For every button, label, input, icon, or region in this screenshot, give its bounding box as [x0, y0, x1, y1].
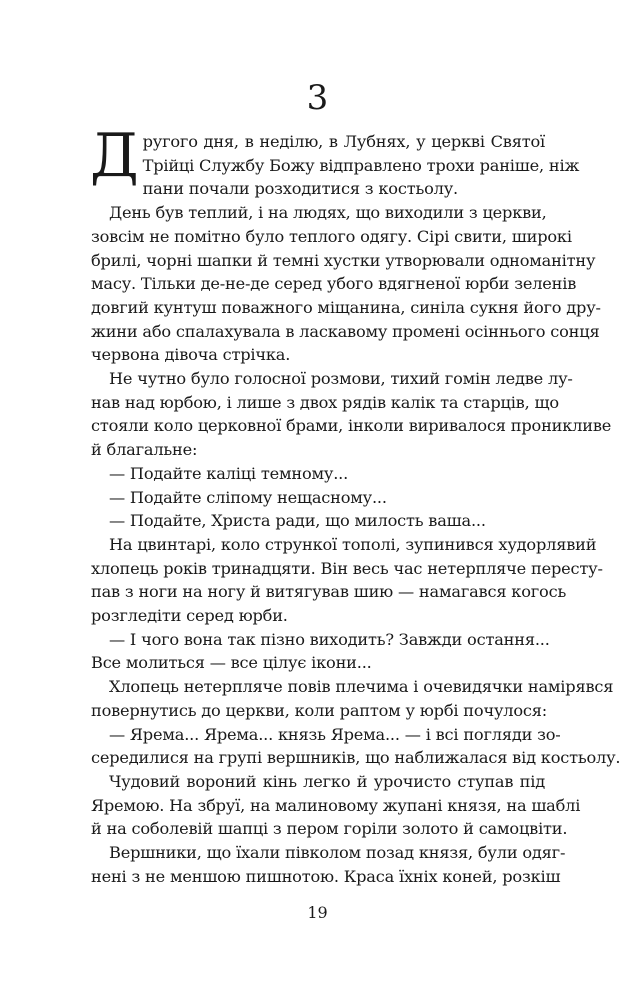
text-line: Чудовий вороний кінь легко й урочисто ступав під	[109, 771, 545, 791]
text-line: стояли коло церковної брами, інколи виривалося проникливе	[91, 416, 612, 436]
paragraph	[91, 675, 614, 722]
paragraph	[91, 770, 581, 841]
text-line: брилі, чорні шапки й темні хустки утворювали одноманітну	[91, 250, 596, 270]
text-line: масу. Тільки де-не-де серед убого вдягненої юрби зеленів	[91, 274, 577, 294]
body-text	[90, 121, 621, 889]
text-line: — Подайте, Христа ради, що милость ваша...	[109, 511, 486, 531]
paragraph	[91, 841, 566, 888]
paragraph	[91, 201, 601, 367]
paragraph	[90, 121, 580, 201]
text-line: День був теплий, і на людях, що виходили з церкви,	[109, 203, 547, 223]
text-line: — Ярема... Ярема... князь Ярема... — і всі погляди зо-	[109, 724, 561, 744]
text-line: й благальне:	[91, 440, 198, 460]
text-line: червона дівоча стрічка.	[91, 345, 291, 365]
text-line: — І чого вона так пізно виходить? Завжди остання...	[109, 629, 550, 649]
text-line: розгледіти серед юрби.	[91, 606, 288, 626]
text-line: й на соболевій шапці з пером горіли золото й самоцвіти.	[91, 819, 568, 839]
text-line: На цвинтарі, коло стрункої тополі, зупинився худорлявий	[109, 534, 597, 554]
text-line: пав з ноги на ногу й витягував шию — намагався когось	[91, 582, 567, 602]
text-line: пани почали розходитися з костьолу.	[142, 179, 458, 199]
text-line: Вершники, що їхали півколом позад князя, були одяг-	[109, 843, 566, 863]
drop-cap: Д	[90, 121, 139, 191]
text-line: — Подайте сліпому нещасному...	[109, 487, 387, 507]
text-line: зовсім не помітно було теплого одягу. Сірі свити, широкі	[91, 226, 572, 246]
paragraph	[91, 509, 545, 533]
text-line: Яремою. На збруї, на малиновому жупані князя, на шаблі	[91, 795, 581, 815]
paragraph	[91, 486, 545, 510]
page-number: 19	[307, 903, 328, 922]
text-line: середилися на групі вершників, що наближалася від костьолу.	[91, 748, 621, 768]
text-line: — Подайте каліці темному...	[109, 463, 349, 483]
paragraph	[91, 533, 603, 628]
paragraph	[91, 462, 545, 486]
paragraph	[91, 723, 621, 770]
text-line: ругого дня, в неділю, в Лубнях, у церкві Святої	[142, 132, 545, 151]
text-line: нав над юрбою, і лише з двох рядів калік та старців, що	[91, 392, 559, 412]
text-line: хлопець років тринадцяти. Він весь час нетерпляче пересту-	[91, 558, 603, 578]
text-line: Хлопець нетерпляче повів плечима і очевидячки намірявся	[109, 677, 614, 697]
text-line: Трійці Службу Божу відправлено трохи раніше, ніж	[142, 155, 580, 175]
paragraph	[91, 367, 612, 462]
text-line: жини або спалахувала в ласкавому промені осіннього сонця	[91, 321, 600, 341]
text-line: нені з не меншою пишнотою. Краса їхніх коней, розкіш	[91, 866, 561, 886]
paragraph	[91, 628, 550, 675]
chapter-number: 3	[306, 78, 329, 118]
text-line: довгий кунтуш поважного міщанина, синіла сукня його дру-	[91, 297, 601, 317]
text-line: Не чутно було голосної розмови, тихий гомін ледве лу-	[109, 369, 573, 389]
text-line: повернутись до церкви, коли раптом у юрбі почулося:	[91, 700, 548, 720]
text-line: Все молиться — все цілує ікони...	[91, 653, 372, 673]
